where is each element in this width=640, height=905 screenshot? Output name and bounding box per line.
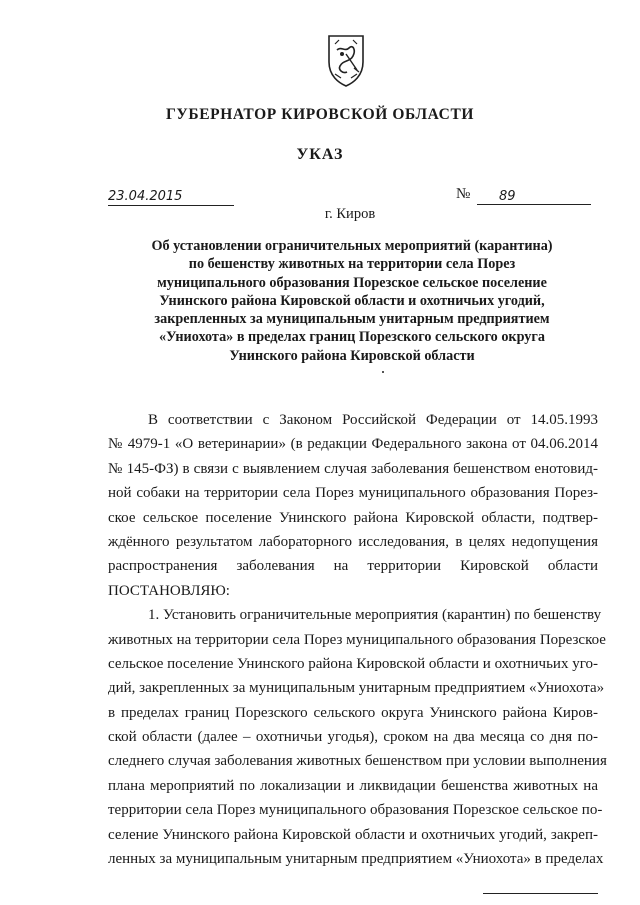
authority-heading: ГУБЕРНАТОР КИРОВСКОЙ ОБЛАСТИ <box>165 106 475 123</box>
item1-line: плана мероприятий по локализации и ликвидации бешенства животных на <box>108 777 598 794</box>
document-date: 23.04.2015 <box>108 188 234 206</box>
footer-rule <box>483 893 598 894</box>
title-line: Об установлении ограничительных мероприятий (карантина) <box>151 238 553 254</box>
title-line: Унинского района Кировской области <box>229 347 475 364</box>
item1-line: следнего случая заболевания животных бешенством при условии выполнения <box>108 753 607 770</box>
item1-line: в пределах границ Порезского сельского округа Унинского района Киров- <box>108 704 598 721</box>
title-line: «Униохота» в пределах границ Порезского сельского округа <box>159 329 545 346</box>
preamble-line: В соответствии с Законом Российской Федерации от 14.05.1993 <box>148 412 598 428</box>
item1-line: ленных за муниципальным унитарным предприятием «Униохота» в пределах <box>108 851 604 868</box>
preamble-line: ной собаки на территории села Порез муниципального образования Порез- <box>108 485 598 502</box>
city-line: г. Киров <box>324 206 376 222</box>
preamble-line: № 4979-1 «О ветеринарии» (в редакции Федерального закона от 04.06.2014 <box>108 436 598 453</box>
item1-line: территории села Порез муниципального образования Порезское сельское по- <box>108 802 603 819</box>
resolution-word: ПОСТАНОВЛЯЮ: <box>108 582 230 599</box>
preamble-line: ждённого результатом лабораторного исследования, в целях недопущения <box>108 533 598 550</box>
preamble-line: распространения заболевания на территории Кировской области <box>108 558 598 575</box>
document-number: 89 <box>477 188 591 205</box>
item1-line: 1. Установить ограничительные мероприятия (карантин) по бешенству <box>148 607 602 624</box>
title-line: муниципального образования Порезское сельское поселение <box>157 274 547 291</box>
item1-line: дий, закрепленных за муниципальным унитарным предприятием «Униохота» <box>108 680 605 697</box>
number-label: № <box>456 186 471 202</box>
title-line: по бешенству животных на территории села Порез <box>188 256 516 273</box>
scan-speck <box>382 371 384 373</box>
item1-line: селение Унинского района Кировской области и охотничьих угодий, закреп- <box>108 826 598 843</box>
preamble-line: № 145-ФЗ) в связи с выявлением случая заболевания бешенством енотовид- <box>108 460 598 477</box>
title-line: закрепленных за муниципальным унитарным предприятием <box>154 311 550 328</box>
decree-title <box>108 237 596 365</box>
item1-line: животных на территории села Порез муниципального образования Порезское <box>108 631 606 648</box>
item1-line: ской области (далее – охотничьи угодья), сроком на два месяца со дня по- <box>108 729 598 746</box>
preamble-line: ское сельское поселение Унинского района Кировской области, подтвер- <box>108 509 598 526</box>
coat-of-arms-emblem <box>323 30 369 88</box>
document-type-heading: УКАЗ <box>296 146 344 163</box>
item1-line: сельское поселение Унинского района Кировской области и охотничьих уго- <box>108 655 598 672</box>
title-line: Унинского района Кировской области и охотничьих угодий, <box>159 292 545 309</box>
decree-body <box>108 408 607 871</box>
